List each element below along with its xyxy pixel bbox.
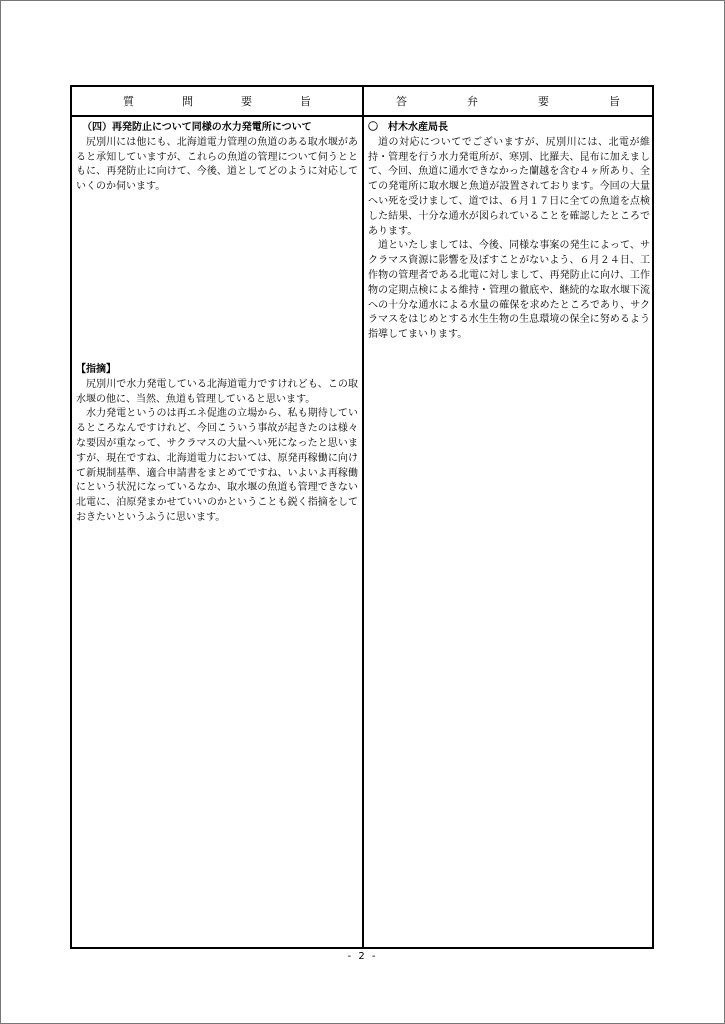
header-char: 旨 <box>609 95 620 108</box>
question-column <box>76 121 358 526</box>
header-char: 要 <box>241 95 252 108</box>
remark-label: 【指摘】 <box>76 363 116 375</box>
circle-mark: 〇 <box>368 122 378 133</box>
question-summary-header <box>72 87 362 115</box>
answer-column <box>368 121 650 343</box>
header-char: 弁 <box>467 95 478 108</box>
question-heading: （四）再発防止について同様の水力発電所について <box>82 122 312 133</box>
question-body: 尻別川には他にも、北海道電力管理の魚道のある取水堰があると承知していますが、これらの魚道の管理について伺うとともに、再発防止に向けて、今後、道としてどのように対応していくのか伺います。 <box>76 136 358 193</box>
answer-summary-header <box>364 87 652 115</box>
answer-paragraph: 道の対応についてでございますが、尻別川には、北電が維持・管理を行う水力発電所が、寒別、比羅夫、昆布に加えまして、今回、魚道に通水できなかった蘭越を含む４ヶ所あり、全ての発電所に取水堰と魚道が設置されております。今回の大量へい死を受けまして、道では、６月１７日に全ての魚道を点検した結果、十分な通水が図られていることを確認したところであります。 <box>368 136 650 237</box>
header-char: 問 <box>182 95 193 108</box>
header-char: 答 <box>396 95 407 108</box>
answer-speaker-line <box>368 121 650 136</box>
column-divider <box>362 87 364 947</box>
header-char: 質 <box>123 95 134 108</box>
remark-paragraph: 水力発電というのは再エネ促進の立場から、私も期待しているところなんですけれど、今回こういう事故が起きたのは様々な要因が重なって、サクラマスの大量へい死になったと思いますが、現在ですね、北海道電力においては、原発再稼働に向けて新規制基準、適合申請書をまとめてですね、いよいよ再稼働にという状況になっているなか、取水堰の魚道も管理できない北電に、泊原発まかせていいのかということも鋭く指摘をしておきたいというふうに思います。 <box>76 408 358 523</box>
page-number: - 2 - <box>347 951 378 962</box>
qa-table <box>70 85 654 949</box>
remark-paragraph: 尻別川で水力発電している北海道電力ですけれども、この取水堰の他に、当然、魚道も管理していると思います。 <box>76 378 358 405</box>
header-char: 要 <box>538 95 549 108</box>
answer-paragraph: 道といたしましては、今後、同様な事案の発生によって、サクラマス資源に影響を及ぼすことがないよう、６月２４日、工作物の管理者である北電に対しまして、再発防止に向け、工作物の定期点検による維持・管理の徹底や、継続的な取水堰下流への十分な通水による水量の確保を求めたところであり、サクラマスをはじめとする水生生物の生息環境の保全に努めるよう指導してまいります。 <box>368 240 650 341</box>
header-char: 旨 <box>300 95 311 108</box>
answer-speaker: 村木水産局長 <box>388 122 448 133</box>
